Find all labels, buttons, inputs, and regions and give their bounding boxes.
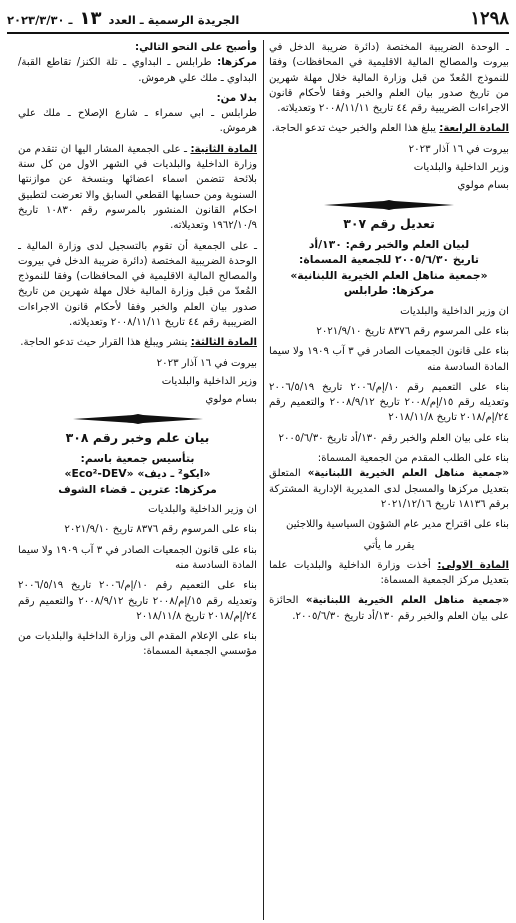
recital-request bbox=[269, 451, 509, 512]
recital-request-lead: بناء على الطلب المقدم من الجمعية المسماة: bbox=[317, 453, 509, 465]
article-4-label: المادة الرابعة: bbox=[439, 123, 509, 135]
association-name: «جمعية مناهل العلم الخيرية اللبنانية» bbox=[307, 468, 509, 480]
left-column bbox=[18, 40, 263, 920]
right-column bbox=[264, 40, 509, 920]
date-line-left: بيروت في ١٦ آذار ٢٠٢٣ bbox=[156, 357, 257, 369]
old-headquarters: طرابلس ـ ابي سمراء ـ شارع الإصلاح ـ ملك علي هرموش. bbox=[18, 108, 257, 135]
association-name-final: «جمعية مناهل العلم الخيرية اللبنانية» bbox=[305, 595, 509, 607]
recital-law-left: بناء على قانون الجمعيات الصادر في ٣ آب ١٩٠٩ ولا سيما المادة السادسة منه bbox=[18, 544, 257, 571]
amendment-title: تعديل رقم ٣٠٧ bbox=[343, 215, 435, 231]
article-1-label: المادة الاولى: bbox=[437, 559, 509, 571]
amendment-headquarters: مركزها: طرابلس bbox=[343, 284, 435, 298]
issue-date: ـ ٢٠٢٣/٣/٣٠ bbox=[7, 12, 73, 27]
amendment-subtitle-1: لبيان العلم والخبر رقم: ١٣٠/أد bbox=[308, 237, 470, 251]
article-4 bbox=[269, 121, 509, 136]
article-1-association bbox=[269, 593, 509, 624]
article-1-association-rest: الحائزة على بيان العلم والخبر رقم ١٣٠/أد تاريخ ٢٠٠٥/٦/٣٠. bbox=[269, 595, 509, 622]
header-rule bbox=[7, 32, 509, 34]
new-headquarters bbox=[18, 55, 257, 86]
minister-title: وزير الداخلية والبلديات bbox=[413, 162, 509, 174]
gazette-info bbox=[7, 8, 239, 29]
page-header bbox=[7, 6, 509, 30]
minister-name-left: بسام مولوي bbox=[205, 394, 257, 406]
notice-subtitle-1: بتأسيس جمعية باسم: bbox=[80, 451, 195, 465]
recital-request-rest: المتعلق بتعديل مركزها والمسجل لدى المديرية الإدارية المشتركة برقم ١٨١٣٦ تاريخ ٢٠٢١/١٢/١٦ bbox=[269, 468, 509, 510]
notice-headquarters: مركزها: عترين ـ قضاء الشوف bbox=[58, 482, 217, 496]
amendment-subtitle-2: تاريخ ٢٠٠٥/٦/٣٠ للجمعية المسماة: bbox=[299, 253, 479, 267]
gazette-name: الجريدة الرسمية ـ العدد bbox=[108, 12, 240, 27]
decides-line: يقرر ما يأتي bbox=[363, 539, 415, 551]
recital-notice: بناء على بيان العلم والخبر رقم ١٣٠/أد تاريخ ٢٠٠٥/٦/٣٠ bbox=[278, 432, 509, 444]
minister-title-left: وزير الداخلية والبلديات bbox=[161, 375, 257, 387]
article-2 bbox=[18, 142, 257, 234]
page-number: ١٢٩٨ bbox=[470, 7, 509, 29]
minister-name: بسام مولوي bbox=[457, 180, 509, 192]
article-1 bbox=[269, 558, 509, 589]
notice-subtitle-2: «ايكو² ـ ديف» «Eco²-DEV» bbox=[64, 467, 211, 481]
date-line: بيروت في ١٦ آذار ٢٠٢٣ bbox=[408, 143, 509, 155]
notice-title: بيان علم وخبر رقم ٣٠٨ bbox=[65, 429, 210, 445]
recital-law: بناء على قانون الجمعيات الصادر في ٣ آب ١٩٠٩ ولا سيما المادة السادسة منه bbox=[269, 346, 509, 373]
column-separator bbox=[263, 40, 264, 920]
issue-number: ١٣ bbox=[79, 7, 102, 29]
recital-circular-left: بناء على التعميم رقم ١٠/إم/٢٠٠٦ تاريخ ٢٠٠٦/٥/١٩ وتعديله رقم ١٥/إم/٢٠٠٨ تاريخ ٢٠٠٨/٩/١٢ والتعميم رقم ٢٤/إم/٢٠١٨ تاريخ ٢٠١٨/١١/٨ bbox=[18, 580, 258, 622]
columns bbox=[7, 40, 509, 920]
section-divider-ornament-left bbox=[18, 414, 257, 424]
became-heading: وأصبح على النحو التالي: bbox=[135, 42, 257, 53]
article-2-label: المادة الثانية: bbox=[190, 143, 257, 155]
tax-registration-para: ـ الوحدة الضريبية المختصة (دائرة ضريبة الدخل في بيروت والمصالح المالية الاقليمية في المحافظات) وفقا للنموذج المُعدّ من قبل وزارة المالية خلال مهلة شهرين من تاريخ صدور بيان العلم والخبر وفقا لأحكام قانون الاجراءات الضريبية رقم ٤٤ تاريخ ٢٠٠٨/١١/١١ وتعديلاته. bbox=[269, 42, 509, 115]
instead-heading: بدلا من: bbox=[216, 92, 257, 104]
recital-circular: بناء على التعميم رقم ١٠/إم/٢٠٠٦ تاريخ ٢٠٠٦/٥/١٩ وتعديله رقم ١٥/إم/٢٠٠٨ تاريخ ٢٠٠٨/٩/١٢ والتعميم رقم ٢٤/إم/٢٠١٨ تاريخ ٢٠١٨/١١/٨ bbox=[269, 381, 509, 424]
opening-line: ان وزير الداخلية والبلديات bbox=[400, 305, 509, 317]
article-4-text: يبلغ هذا العلم والخبر حيث تدعو الحاجة. bbox=[271, 123, 440, 135]
article-1-text: أخذت وزارة الداخلية والبلديات علما بتعديل مركز الجمعية المسماة: bbox=[269, 559, 509, 587]
new-headquarters-text: طرابلس ـ البداوي ـ تلة الكنز/ تقاطع القبة/ البداوي ـ ملك علي هرموش. bbox=[18, 57, 257, 84]
amendment-subtitle-3: «جمعية مناهل العلم الخيرية اللبنانية» bbox=[290, 268, 488, 282]
article-2-text: ـ على الجمعية المشار اليها ان تتقدم من وزارة الداخلية والبلديات في الشهر الاول من كل سنة بلائحة تتضمن اسماء اعضائها وبنسخة عن موازنتها السنوية ومن حسابها القطعي السابق والا تعرضت لتطبيق احكام القانون المنشور بالمرسوم رقم ١٠٨٣٠ تاريخ ١٩٦٢/١٠/٩ وتعديلاته. bbox=[18, 143, 258, 232]
recital-decree-left: بناء على المرسوم رقم ٨٣٧٦ تاريخ ٢٠٢١/٩/١٠ bbox=[64, 524, 257, 536]
recital-founders: بناء على الإعلام المقدم الى وزارة الداخلية والبلديات من مؤسسي الجمعية المسماة: bbox=[18, 631, 257, 658]
recital-proposal: بناء على اقتراح مدير عام الشؤون السياسية واللاجئين bbox=[285, 519, 509, 531]
registration-para: ـ على الجمعية أن تقوم بالتسجيل لدى وزارة المالية ـ الوحدة الضريبية المختصة (دائرة ضريبة الدخل في بيروت والمصالح المالية الاقليمية في المحافظات) وفقا للنموذج المُعدّ من قبل وزارة المالية خلال مهلة شهرين من تاريخ صدور بيان العلم والخبر وفقا لأحكام قانون الاجراءات الضريبية رقم ٤٤ تاريخ ٢٠٠٨/١١/١١ وتعديلاته. bbox=[18, 240, 257, 329]
article-3 bbox=[18, 335, 257, 350]
article-3-label: المادة الثالثة: bbox=[190, 337, 257, 349]
new-headquarters-label: مركزها: bbox=[217, 57, 257, 69]
recital-decree: بناء على المرسوم رقم ٨٣٧٦ تاريخ ٢٠٢١/٩/١٠ bbox=[316, 325, 509, 337]
section-divider-ornament bbox=[269, 200, 509, 210]
opening-line-left: ان وزير الداخلية والبلديات bbox=[148, 504, 257, 516]
article-3-text: ينشر ويبلغ هذا القرار حيث تدعو الحاجة. bbox=[20, 337, 191, 349]
